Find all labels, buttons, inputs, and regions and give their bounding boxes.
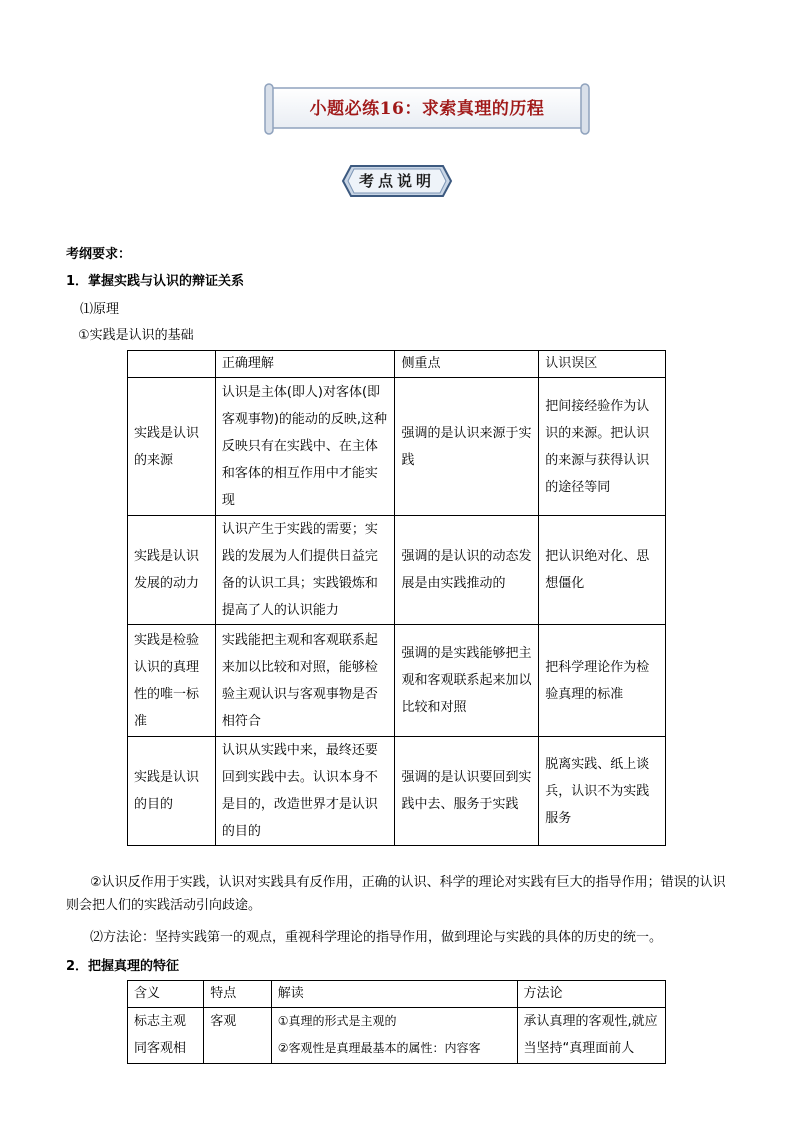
table-row: [128, 737, 666, 846]
table-header-cell: 侧重点: [395, 351, 539, 378]
section1-sub1: ⑴原理: [80, 302, 120, 317]
table-cell: 认识产生于实践的需要；实践的发展为人们提供日益完备的认识工具；实践锻炼和提高了人的认识能力: [215, 516, 395, 625]
table-header-cell: 含义: [128, 981, 204, 1008]
table-cell: 把认识绝对化、思想僵化: [539, 516, 666, 625]
table-row: [128, 625, 666, 737]
table-header-cell: 特点: [204, 981, 272, 1008]
table-cell: 实践是认识的来源: [128, 378, 216, 516]
table-cell: 标志主观同客观相: [128, 1008, 204, 1064]
table-cell: 客观: [204, 1008, 272, 1064]
table-cell: 承认真理的客观性,就应当坚持“真理面前人: [517, 1008, 665, 1064]
table-header-cell: 解读: [271, 981, 517, 1008]
table-header-cell: 方法论: [517, 981, 665, 1008]
table-cell: 强调的是认识要回到实践中去、服务于实践: [395, 737, 539, 846]
table-cell: 认识从实践中来，最终还要回到实践中去。认识本身不是目的，改造世界才是认识的目的: [215, 737, 395, 846]
table-header-cell: [128, 351, 216, 378]
section-badge: [341, 164, 453, 198]
table-cell: 实践能把主观和客观联系起来加以比较和对照，能够检验主观认识与客观事物是否相符合: [215, 625, 395, 737]
section1-heading: 1．掌握实践与认识的辩证关系: [66, 274, 245, 289]
paragraph-methodology: ⑵方法论：坚持实践第一的观点，重视科学理论的指导作用，做到理论与实践的具体的历史的统一。: [90, 930, 663, 945]
table-row: [128, 378, 666, 516]
table-cell: 强调的是认识的动态发展是由实践推动的: [395, 516, 539, 625]
section2-heading: 2．把握真理的特征: [66, 959, 180, 974]
table-cell: 把科学理论作为检验真理的标准: [539, 625, 666, 737]
practice-cognition-table: [127, 350, 666, 846]
table-cell: 实践是认识的目的: [128, 737, 216, 846]
table-header-row: [128, 981, 666, 1008]
table-cell: ①真理的形式是主观的 ②客观性是真理最基本的属性：内容客: [271, 1008, 517, 1064]
table-header-cell: 认识误区: [539, 351, 666, 378]
table-cell: 认识是主体(即人)对客体(即客观事物)的能动的反映,这种反映只有在实践中、在主体和客体的相互作用中才能实现: [215, 378, 395, 516]
outline-label: 考纲要求：: [66, 247, 132, 262]
badge-label: 考点说明: [358, 172, 435, 190]
paragraph-reaction: ②认识反作用于实践，认识对实践具有反作用，正确的认识、科学的理论对实践有巨大的指导作用；错误的认识则会把人们的实践活动引向歧途。: [66, 875, 726, 913]
page-title: 小题必练16：求索真理的历程: [309, 99, 545, 119]
title-banner: [264, 82, 590, 136]
table-cell: 实践是认识发展的动力: [128, 516, 216, 625]
table-header-row: [128, 351, 666, 378]
table-cell: 实践是检验认识的真理性的唯一标准: [128, 625, 216, 737]
table-header-cell: 正确理解: [215, 351, 395, 378]
table-cell: 把间接经验作为认识的来源。把认识的来源与获得认识的途径等同: [539, 378, 666, 516]
table-cell: 强调的是认识来源于实践: [395, 378, 539, 516]
truth-features-table: [127, 980, 666, 1064]
table-cell: 脱离实践、纸上谈兵，认识不为实践服务: [539, 737, 666, 846]
section1-sub1a: ①实践是认识的基础: [78, 328, 194, 343]
table-cell: 强调的是实践能够把主观和客观联系起来加以比较和对照: [395, 625, 539, 737]
table-row: [128, 1008, 666, 1064]
table-row: [128, 516, 666, 625]
